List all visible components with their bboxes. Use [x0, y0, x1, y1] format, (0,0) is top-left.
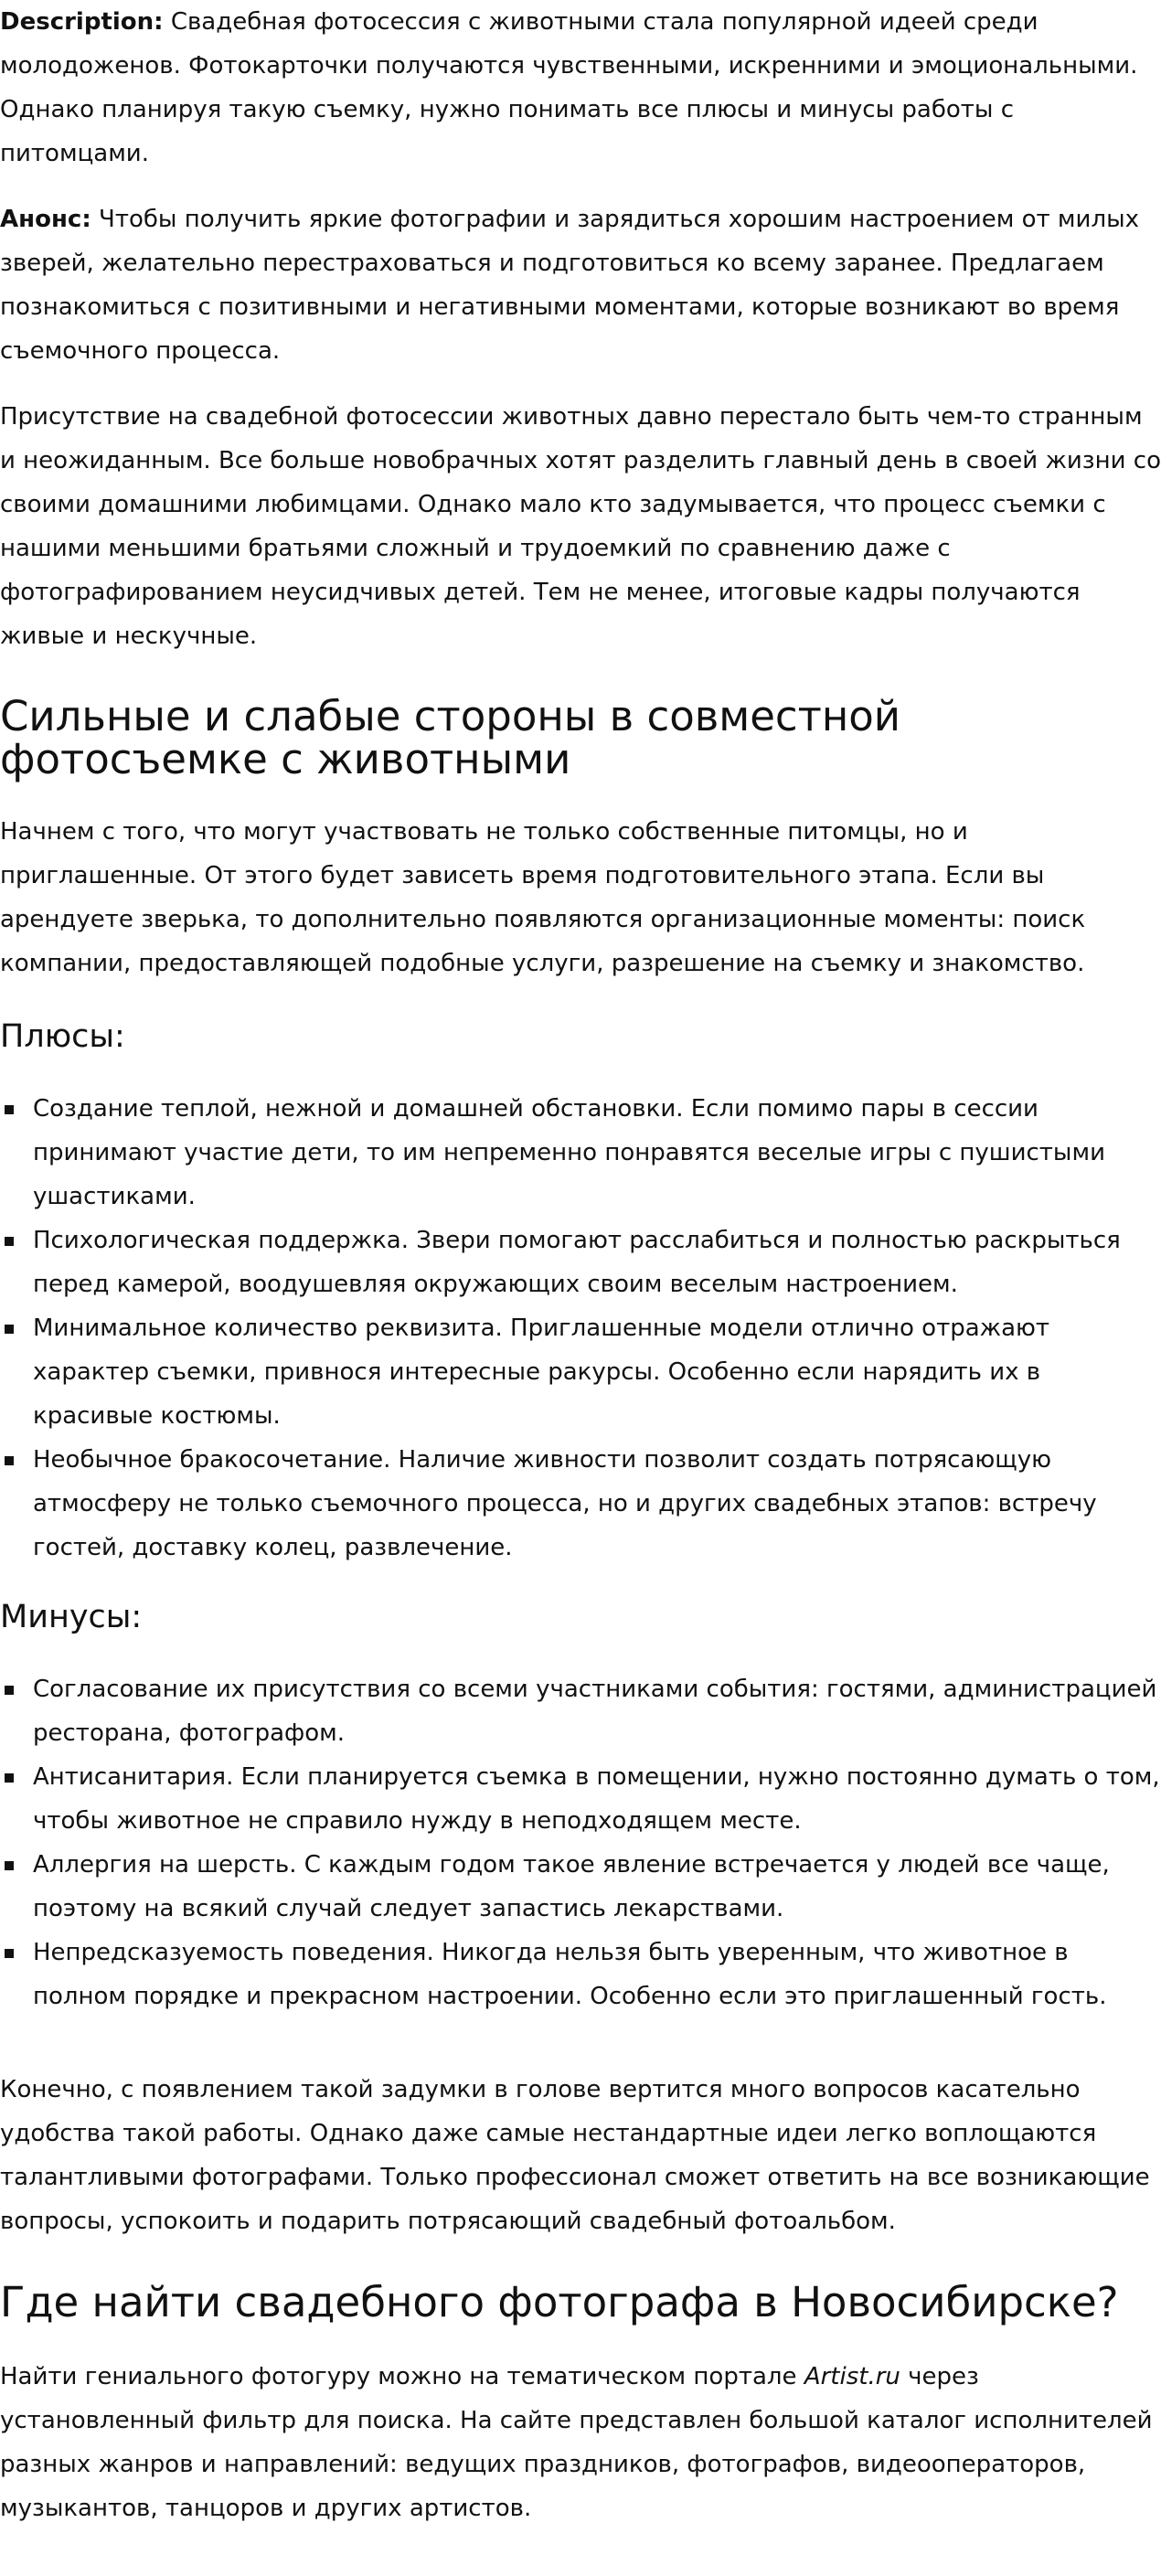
list-item-text: Создание теплой, нежной и домашней обстановки. Если помимо пары в сессии принимают участие дети, то им непременно понравятся веселые игры с пушистыми ушастиками.	[33, 1095, 1105, 1210]
list-item-text: Психологическая поддержка. Звери помогают расслабиться и полностью раскрыться перед камерой, воодушевляя окружающих своим веселым настроением.	[33, 1227, 1121, 1298]
bullet-square-icon	[5, 1773, 14, 1783]
minus-list	[0, 1667, 1161, 2018]
bullet-square-icon	[5, 1237, 14, 1246]
bullet-square-icon	[5, 1325, 14, 1334]
anons-paragraph	[0, 197, 1161, 373]
where-text-after: через установленный фильтр для поиска. На сайте представлен большой каталог исполнителей разных жанров и направлений: ведущих праздников, фотографов, видеооператоров, музыкантов, танцоров и других артистов.	[0, 2363, 1153, 2522]
list-item	[0, 1306, 1161, 1438]
bullet-square-icon	[5, 1861, 14, 1870]
anons-text: Чтобы получить яркие фотографии и зарядиться хорошим настроением от милых зверей, желательно перестраховаться и подготовиться ко всему заранее. Предлагаем познакомиться с позитивными и негативными моментами, которые возникают во время съемочного процесса.	[0, 206, 1139, 365]
strengths-heading: Сильные и слабые стороны в совместной фотосъемке с животными	[0, 692, 901, 783]
strengths-lead-paragraph: Начнем с того, что могут участвовать не только собственные питомцы, но и приглашенные. От этого будет зависеть время подготовительного этапа. Если вы арендуете зверька, то дополнительно появляются организационные моменты: поиск компании, предоставляющей подобные услуги, разрешение на съемку и знакомство.	[0, 818, 1086, 977]
anons-label: Анонс:	[0, 206, 91, 233]
list-item-text: Согласование их присутствия со всеми участниками события: гостями, администрацией ресторана, фотографом.	[33, 1676, 1157, 1747]
description-paragraph	[0, 0, 1161, 176]
list-item-text: Непредсказуемость поведения. Никогда нельзя быть уверенным, что животное в полном порядке и прекрасном настроении. Особенно если это приглашенный гость.	[33, 1939, 1107, 2010]
list-item-text: Аллергия на шерсть. С каждым годом такое явление встречается у людей все чаще, поэтому на всякий случай следует запастись лекарствами.	[33, 1851, 1110, 1922]
list-item	[0, 1667, 1161, 1755]
list-item-text: Антисанитария. Если планируется съемка в помещении, нужно постоянно думать о том, чтобы животное не справило нужду в неподходящем месте.	[33, 1763, 1160, 1835]
description-label: Description:	[0, 8, 164, 36]
bullet-square-icon	[5, 1105, 14, 1114]
intro-paragraph: Присутствие на свадебной фотосессии животных давно перестало быть чем-то странным и неожиданным. Все больше новобрачных хотят разделить главный день в своей жизни со своими домашними любимцами. Однако мало кто задумывается, что процесс съемки с нашими меньшими братьями сложный и трудоемкий по сравнению даже с фотографированием неусидчивых детей. Тем не менее, итоговые кадры получаются живые и нескучные.	[0, 403, 1161, 650]
list-item	[0, 1219, 1161, 1306]
list-item	[0, 1438, 1161, 1570]
plus-list	[0, 1087, 1161, 1570]
list-item	[0, 1931, 1161, 2018]
where-paragraph	[0, 2355, 1161, 2530]
description-text: Свадебная фотосессия с животными стала популярной идеей среди молодоженов. Фотокарточки получаются чувственными, искренними и эмоциональными. Однако планируя такую съемку, нужно понимать все плюсы и минусы работы с питомцами.	[0, 8, 1138, 167]
bullet-square-icon	[5, 1686, 14, 1695]
bullet-square-icon	[5, 1949, 14, 1958]
minus-heading: Минусы:	[0, 1599, 143, 1635]
list-item-text: Минимальное количество реквизита. Приглашенные модели отлично отражают характер съемки, привнося интересные ракурсы. Особенно если нарядить их в красивые костюмы.	[33, 1315, 1050, 1430]
where-text-before: Найти гениального фотогуру можно на тематическом портале	[0, 2363, 804, 2390]
outro-paragraph: Конечно, с появлением такой задумки в голове вертится много вопросов касательно удобства такой работы. Однако даже самые нестандартные идеи легко воплощаются талантливыми фотографами. Только профессионал сможет ответить на все возникающие вопросы, успокоить и подарить потрясающий свадебный фотоальбом.	[0, 2076, 1150, 2235]
site-name: Artist.ru	[804, 2363, 900, 2390]
where-heading: Где найти свадебного фотографа в Новосибирске?	[0, 2278, 1119, 2326]
list-item	[0, 1843, 1161, 1931]
plus-heading: Плюсы:	[0, 1018, 125, 1055]
bullet-square-icon	[5, 1456, 14, 1465]
list-item	[0, 1087, 1161, 1219]
list-item	[0, 1755, 1161, 1843]
list-item-text: Необычное бракосочетание. Наличие живности позволит создать потрясающую атмосферу не только съемочного процесса, но и других свадебных этапов: встречу гостей, доставку колец, развлечение.	[33, 1446, 1097, 1561]
